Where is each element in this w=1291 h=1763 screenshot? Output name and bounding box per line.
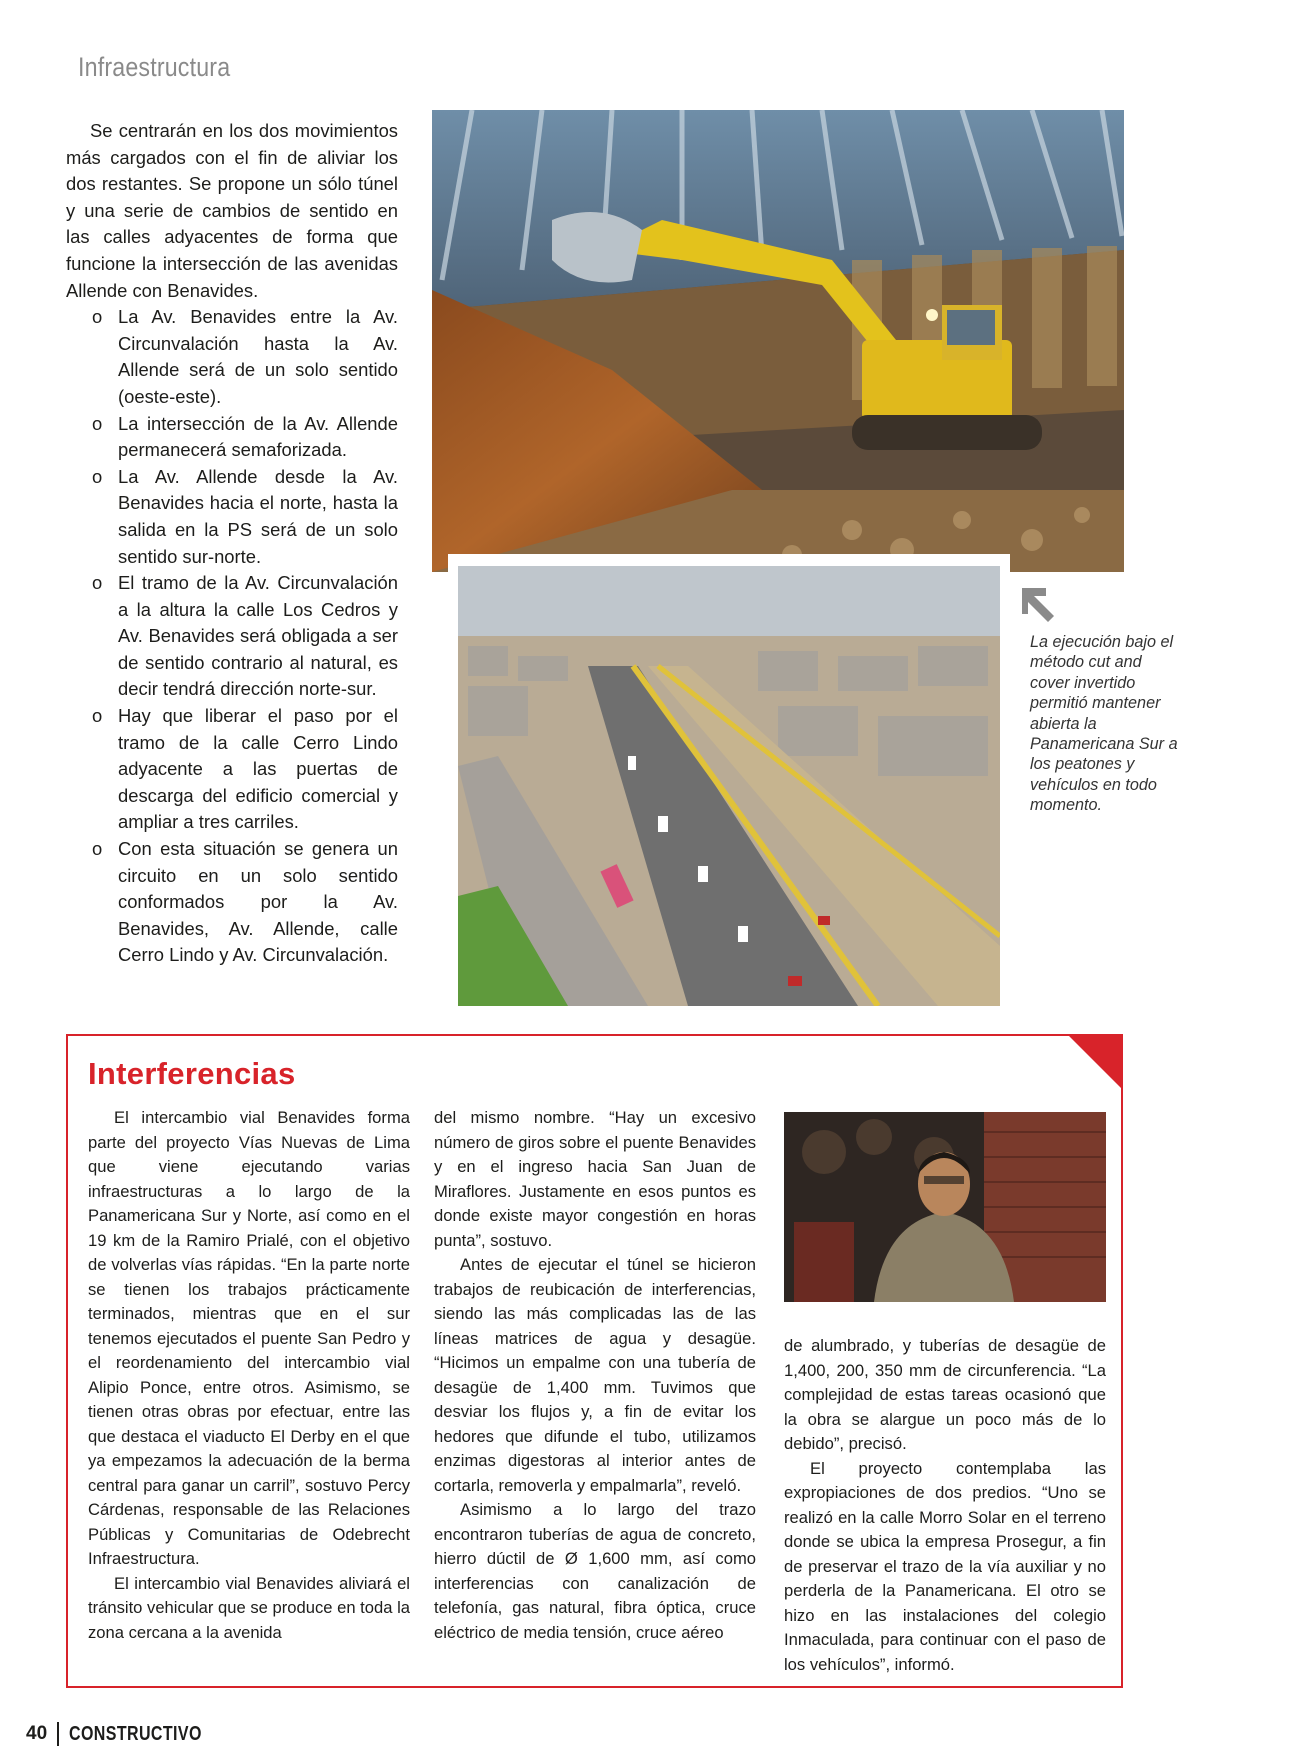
- box-column-1: [88, 1106, 410, 1645]
- list-item: [66, 703, 398, 836]
- list-item-text: La Av. Allende desde la Av. Benavides hacia el norte, hasta la salida en la PS será de un solo sentido sur-norte.: [118, 465, 398, 567]
- intro-paragraph: Se centrarán en los dos movimientos más cargados con el fin de aliviar los dos restantes. Se propone un sólo túnel y una serie de cambios de sentido en las calles adyacentes de forma que funcione la intersección de las avenidas Allende con Benavides.: [66, 120, 398, 301]
- paragraph: Antes de ejecutar el túnel se hicieron trabajos de reubicación de interferencias, siendo las más complicadas las de las líneas matrices de agua y desagüe. “Hicimos un empalme con una tubería de desagüe de 1,400 mm. Tuvimos que desviar los flujos y, a fin de evitar los hedores que difunde el tubo, utilizamos enzimas digestoras al interior antes de cortarla, removerla y empalmarla”, reveló.: [434, 1255, 756, 1495]
- list-item-text: La intersección de la Av. Allende permanecerá semaforizada.: [118, 412, 398, 461]
- list-item-text: Hay que liberar el paso por el tramo de la calle Cerro Lindo adyacente a las puertas de descarga del edificio comercial y ampliar a tres carriles.: [118, 705, 398, 833]
- box-column-3: [784, 1334, 1106, 1677]
- page-number: 40: [26, 1723, 48, 1744]
- aerial-photo: [458, 566, 1000, 1006]
- list-item: [66, 411, 398, 464]
- list-item-text: Con esta situación se genera un circuito en un solo sentido conformados por la Av. Benavides, Av. Allende, calle Cerro Lindo y Av. Circunvalación.: [118, 838, 398, 966]
- paragraph: de alumbrado, y tuberías de desagüe de 1,400, 200, 350 mm de circunferencia. “La complejidad de estas tareas ocasionó que la obra se alargue un poco más de lo debido”, precisó.: [784, 1336, 1106, 1453]
- bullet-marker: o: [92, 465, 103, 487]
- portrait-photo: [784, 1112, 1106, 1302]
- list-item: [66, 464, 398, 570]
- list-item: [66, 570, 398, 703]
- bullet-marker: o: [92, 838, 103, 860]
- list-item: [66, 304, 398, 410]
- red-corner-triangle: [1067, 1034, 1123, 1090]
- bullet-marker: o: [92, 306, 103, 328]
- paragraph: del mismo nombre. “Hay un excesivo número de giros sobre el puente Benavides y en el ingreso hacia San Juan de Miraflores. Justamente en esos puntos es donde existe mayor congestión en horas punta”, sostuvo.: [434, 1108, 756, 1250]
- interferencias-box: [66, 1034, 1123, 1688]
- photo-caption: La ejecución bajo el método cut and cover invertido permitió mantener abierta la Panamericana Sur a los peatones y vehículos en todo momento.: [1030, 633, 1178, 815]
- excavation-photo: [432, 110, 1124, 572]
- magazine-name: CONSTRUCTIVO: [69, 1722, 202, 1745]
- bullet-marker: o: [92, 705, 103, 727]
- list-item-text: La Av. Benavides entre la Av. Circunvalación hasta la Av. Allende será de un solo sentido (oeste-este).: [118, 306, 398, 407]
- list-item-text: El tramo de la Av. Circunvalación a la altura la calle Los Cedros y Av. Benavides será obligada a ser de sentido contrario al natural, es decir tendrá dirección norte-sur.: [118, 572, 398, 700]
- arrow-up-left-icon: [1018, 584, 1058, 624]
- intro-text: [66, 118, 398, 969]
- box-title: Interferencias: [88, 1056, 296, 1091]
- bullet-marker: o: [92, 572, 103, 594]
- footer-divider: [57, 1722, 59, 1746]
- list-item: [66, 836, 398, 969]
- paragraph: El intercambio vial Benavides forma parte del proyecto Vías Nuevas de Lima que viene ejecutando varias infraestructuras a lo largo de la Panamericana Sur y Norte, así como en el 19 km de la Ramiro Prialé, con el objetivo de volverlas vías rápidas. “En la parte norte se tienen los trabajos prácticamente terminados, mientras que en el sur tenemos ejecutados el puente San Pedro y el reordenamiento del intercambio vial Alipio Ponce, entre otros. Asimismo, se tienen otras obras por efectuar, entre las que destaca el viaducto El Derby en el que ya empezamos la adecuación de la berma central para ganar un carril”, sostuvo Percy Cárdenas, responsable de las Relaciones Públicas y Comunitarias de Odebrecht Infraestructura.: [88, 1108, 410, 1568]
- paragraph: Asimismo a lo largo del trazo encontraron tuberías de agua de concreto, hierro dúctil de Ø 1,600 mm, así como interferencias con canalización de telefonía, gas natural, fibra óptica, cruce eléctrico de media tensión, cruce aéreo: [434, 1500, 756, 1642]
- box-column-2: [434, 1106, 756, 1645]
- paragraph: El intercambio vial Benavides aliviará el tránsito vehicular que se produce en toda la zona cercana a la avenida: [88, 1573, 410, 1642]
- intro-bullet-list: [66, 304, 398, 969]
- bullet-marker: o: [92, 412, 103, 434]
- paragraph: El proyecto contemplaba las expropiaciones de dos predios. “Uno se realizó en la calle Morro Solar en el terreno donde se ubica la empresa Prosegur, a fin de preservar el trazo de la vía auxiliar y no perderla de la Panamericana. El otro se hizo en las instalaciones del colegio Inmaculada, para continuar con el paso de los vehículos”, informó.: [784, 1458, 1106, 1674]
- section-label: Infraestructura: [78, 52, 231, 82]
- page-footer: [26, 1722, 235, 1746]
